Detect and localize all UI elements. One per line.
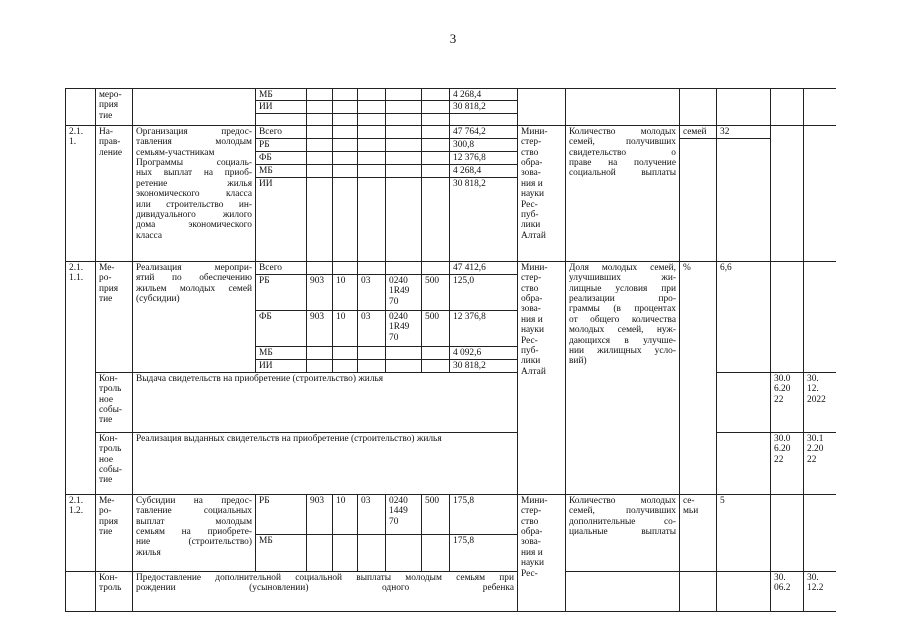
rz-cell	[333, 138, 358, 151]
funding-source-cell: ФБ	[256, 310, 307, 346]
funding-source-cell: ИИ	[256, 359, 307, 372]
table-row	[66, 372, 837, 432]
control-event-text-cell: Реализация выданных свидетельств на приобретение (строительство) жилья	[133, 432, 518, 494]
date-start-cell: 30.0 6.20 22	[771, 372, 804, 432]
item-number-cell: 2.1. 1.1.	[66, 261, 96, 494]
csr-cell	[386, 125, 422, 138]
item-number-cell	[66, 89, 96, 126]
pr-cell	[358, 164, 386, 177]
date-end-cell: 30.1 2.20 22	[804, 432, 837, 494]
pr-cell	[358, 125, 386, 138]
amount-cell: 125,0	[450, 274, 518, 310]
funding-source-cell: ИИ	[256, 177, 307, 261]
grbs-cell	[307, 261, 333, 274]
grbs-cell: 903	[307, 274, 333, 310]
funding-source-cell: РБ	[256, 494, 307, 534]
date-end-cell: 30. 12.2	[804, 571, 837, 611]
grbs-cell	[307, 177, 333, 261]
executor-cell: Мини- стер- ство обра- зова- ния и науки Рес- пуб- лики Алтай	[518, 261, 566, 494]
pr-cell	[358, 151, 386, 164]
funding-source-cell: ИИ	[256, 101, 307, 113]
item-type-cell: Ме- ро- прия тие	[96, 494, 133, 571]
table-row	[66, 571, 837, 611]
funding-source-cell: МБ	[256, 89, 307, 101]
vr-cell: 500	[422, 274, 450, 310]
rz-cell: 10	[333, 494, 358, 534]
funding-source-cell: РБ	[256, 138, 307, 151]
amount-cell	[450, 113, 518, 125]
pr-cell	[358, 101, 386, 113]
item-number-cell: 2.1. 1.2.	[66, 494, 96, 571]
vr-cell	[422, 125, 450, 138]
value-cell	[717, 89, 771, 126]
rz-cell	[333, 151, 358, 164]
amount-cell: 12 376,8	[450, 310, 518, 346]
value-cell	[717, 138, 771, 261]
rz-cell	[333, 164, 358, 177]
pr-cell: 03	[358, 274, 386, 310]
vr-cell: 500	[422, 494, 450, 534]
item-type-cell: меро- прия тие	[96, 89, 133, 126]
control-event-text-cell: Выдача свидетельств на приобретение (строительство) жилья	[133, 372, 518, 432]
rz-cell	[333, 534, 358, 571]
date-end-cell	[804, 494, 837, 571]
vr-cell	[422, 113, 450, 125]
unit-cell	[680, 138, 717, 261]
csr-cell	[386, 346, 422, 359]
pr-cell	[358, 138, 386, 151]
rz-cell	[333, 89, 358, 101]
program-measures-table	[65, 88, 836, 612]
amount-cell: 30 818,2	[450, 101, 518, 113]
amount-cell: 175,8	[450, 534, 518, 571]
funding-source-cell: Всего	[256, 125, 307, 138]
value-cell	[717, 432, 771, 494]
vr-cell	[422, 261, 450, 274]
table-row	[66, 89, 837, 101]
grbs-cell	[307, 164, 333, 177]
date-end-cell: 30. 12. 2022	[804, 372, 837, 432]
executor-cell	[518, 89, 566, 126]
table-row	[66, 432, 837, 494]
item-name-cell: Реализация меропри- ятий по обеспечению жильем молодых семей (субсидии)	[133, 261, 256, 372]
pr-cell: 03	[358, 494, 386, 534]
vr-cell	[422, 138, 450, 151]
rz-cell	[333, 346, 358, 359]
value-cell: 32	[717, 125, 771, 138]
program-table-sheet	[65, 88, 836, 640]
grbs-cell	[307, 534, 333, 571]
vr-cell	[422, 534, 450, 571]
indicator-cell	[566, 89, 680, 126]
vr-cell	[422, 151, 450, 164]
rz-cell	[333, 113, 358, 125]
indicator-cell: Доля молодых семей, улучшивших жи- лищные условия при реализации про- граммы (в процентах от общего количества молодых семей, нуж- дающихся в улучше- нии жилищных усло- вий)	[566, 261, 680, 494]
funding-source-cell	[256, 113, 307, 125]
amount-cell: 175,8	[450, 494, 518, 534]
grbs-cell	[307, 89, 333, 101]
unit-cell	[680, 89, 717, 126]
rz-cell	[333, 177, 358, 261]
funding-source-cell: Всего	[256, 261, 307, 274]
value-cell	[717, 571, 771, 611]
unit-cell	[680, 571, 717, 611]
csr-cell	[386, 261, 422, 274]
date-end-cell	[804, 89, 837, 126]
pr-cell	[358, 177, 386, 261]
csr-cell	[386, 113, 422, 125]
pr-cell	[358, 346, 386, 359]
csr-cell: 0240 1R49 70	[386, 310, 422, 346]
value-cell: 6,6	[717, 261, 771, 372]
csr-cell	[386, 164, 422, 177]
rz-cell	[333, 261, 358, 274]
funding-source-cell: ФБ	[256, 151, 307, 164]
item-number-cell	[66, 571, 96, 611]
unit-cell: семей	[680, 125, 717, 138]
amount-cell: 30 818,2	[450, 359, 518, 372]
pr-cell	[358, 113, 386, 125]
value-cell: 5	[717, 494, 771, 571]
vr-cell	[422, 177, 450, 261]
funding-source-cell: МБ	[256, 346, 307, 359]
date-start-cell	[771, 261, 804, 372]
grbs-cell: 903	[307, 310, 333, 346]
grbs-cell	[307, 101, 333, 113]
indicator-cell: Количество молодых семей, получивших дополнительные со- циальные выплаты	[566, 494, 680, 571]
amount-cell: 47 412,6	[450, 261, 518, 274]
amount-cell: 4 092,6	[450, 346, 518, 359]
vr-cell	[422, 164, 450, 177]
table-row	[66, 261, 837, 274]
executor-cell: Мини- стер- ство обра- зова- ния и науки Рес- пуб- лики Алтай	[518, 125, 566, 261]
item-name-cell: Субсидии на предос- тавление социальных выплат молодым семьям на приобрете- ние (строительство) жилья	[133, 494, 256, 571]
item-type-cell: Кон- троль ное собы- тие	[96, 372, 133, 432]
csr-cell	[386, 151, 422, 164]
pr-cell	[358, 89, 386, 101]
amount-cell: 12 376,8	[450, 151, 518, 164]
executor-cell: Мини- стер- ство обра- зова- ния и науки Рес-	[518, 494, 566, 611]
indicator-cell: Количество молодых семей, получивших свидетельство о праве на получение социальной выплаты	[566, 125, 680, 261]
item-name-cell	[133, 89, 256, 126]
csr-cell	[386, 534, 422, 571]
control-event-text-cell: Предоставление дополнительной социальной выплаты молодым семьям при рождении (усыновлении) одного ребенка	[133, 571, 518, 611]
csr-cell	[386, 101, 422, 113]
page-number: 3	[449, 31, 457, 46]
rz-cell	[333, 101, 358, 113]
date-end-cell	[804, 125, 837, 261]
funding-source-cell: РБ	[256, 274, 307, 310]
table-row	[66, 125, 837, 138]
unit-cell: %	[680, 261, 717, 494]
csr-cell	[386, 138, 422, 151]
date-end-cell	[804, 261, 837, 372]
csr-cell: 0240 1449 70	[386, 494, 422, 534]
vr-cell	[422, 346, 450, 359]
item-number-cell: 2.1. 1.	[66, 125, 96, 261]
pr-cell	[358, 534, 386, 571]
vr-cell	[422, 89, 450, 101]
date-start-cell: 30.0 6.20 22	[771, 432, 804, 494]
csr-cell	[386, 89, 422, 101]
item-type-cell: Кон- троль ное собы- тие	[96, 432, 133, 494]
csr-cell	[386, 177, 422, 261]
item-type-cell: Ме- ро- прия тие	[96, 261, 133, 372]
grbs-cell	[307, 151, 333, 164]
vr-cell: 500	[422, 310, 450, 346]
pr-cell	[358, 261, 386, 274]
indicator-cell	[566, 571, 680, 611]
date-start-cell	[771, 494, 804, 571]
vr-cell	[422, 359, 450, 372]
date-start-cell	[771, 89, 804, 126]
grbs-cell	[307, 138, 333, 151]
rz-cell	[333, 125, 358, 138]
amount-cell: 47 764,2	[450, 125, 518, 138]
grbs-cell: 903	[307, 494, 333, 534]
pr-cell: 03	[358, 310, 386, 346]
unit-cell: се- мьи	[680, 494, 717, 571]
csr-cell: 0240 1R49 70	[386, 274, 422, 310]
amount-cell: 300,8	[450, 138, 518, 151]
rz-cell: 10	[333, 274, 358, 310]
pr-cell	[358, 359, 386, 372]
item-type-cell: На- прав- ление	[96, 125, 133, 261]
item-type-cell: Кон- троль	[96, 571, 133, 611]
grbs-cell	[307, 113, 333, 125]
funding-source-cell: МБ	[256, 164, 307, 177]
table-row	[66, 494, 837, 534]
funding-source-cell: МБ	[256, 534, 307, 571]
date-start-cell	[771, 125, 804, 261]
grbs-cell	[307, 346, 333, 359]
rz-cell: 10	[333, 310, 358, 346]
date-start-cell: 30. 06.2	[771, 571, 804, 611]
vr-cell	[422, 101, 450, 113]
item-name-cell: Организация предос- тавления молодым семьям-участникам Программы социаль- ных выплат на приоб- ретение жилья экономического класса или строительство ин- дивидуального жилого дома экономического класса	[133, 125, 256, 261]
amount-cell: 4 268,4	[450, 164, 518, 177]
value-cell	[717, 372, 771, 432]
amount-cell: 30 818,2	[450, 177, 518, 261]
rz-cell	[333, 359, 358, 372]
amount-cell: 4 268,4	[450, 89, 518, 101]
grbs-cell	[307, 359, 333, 372]
grbs-cell	[307, 125, 333, 138]
csr-cell	[386, 359, 422, 372]
